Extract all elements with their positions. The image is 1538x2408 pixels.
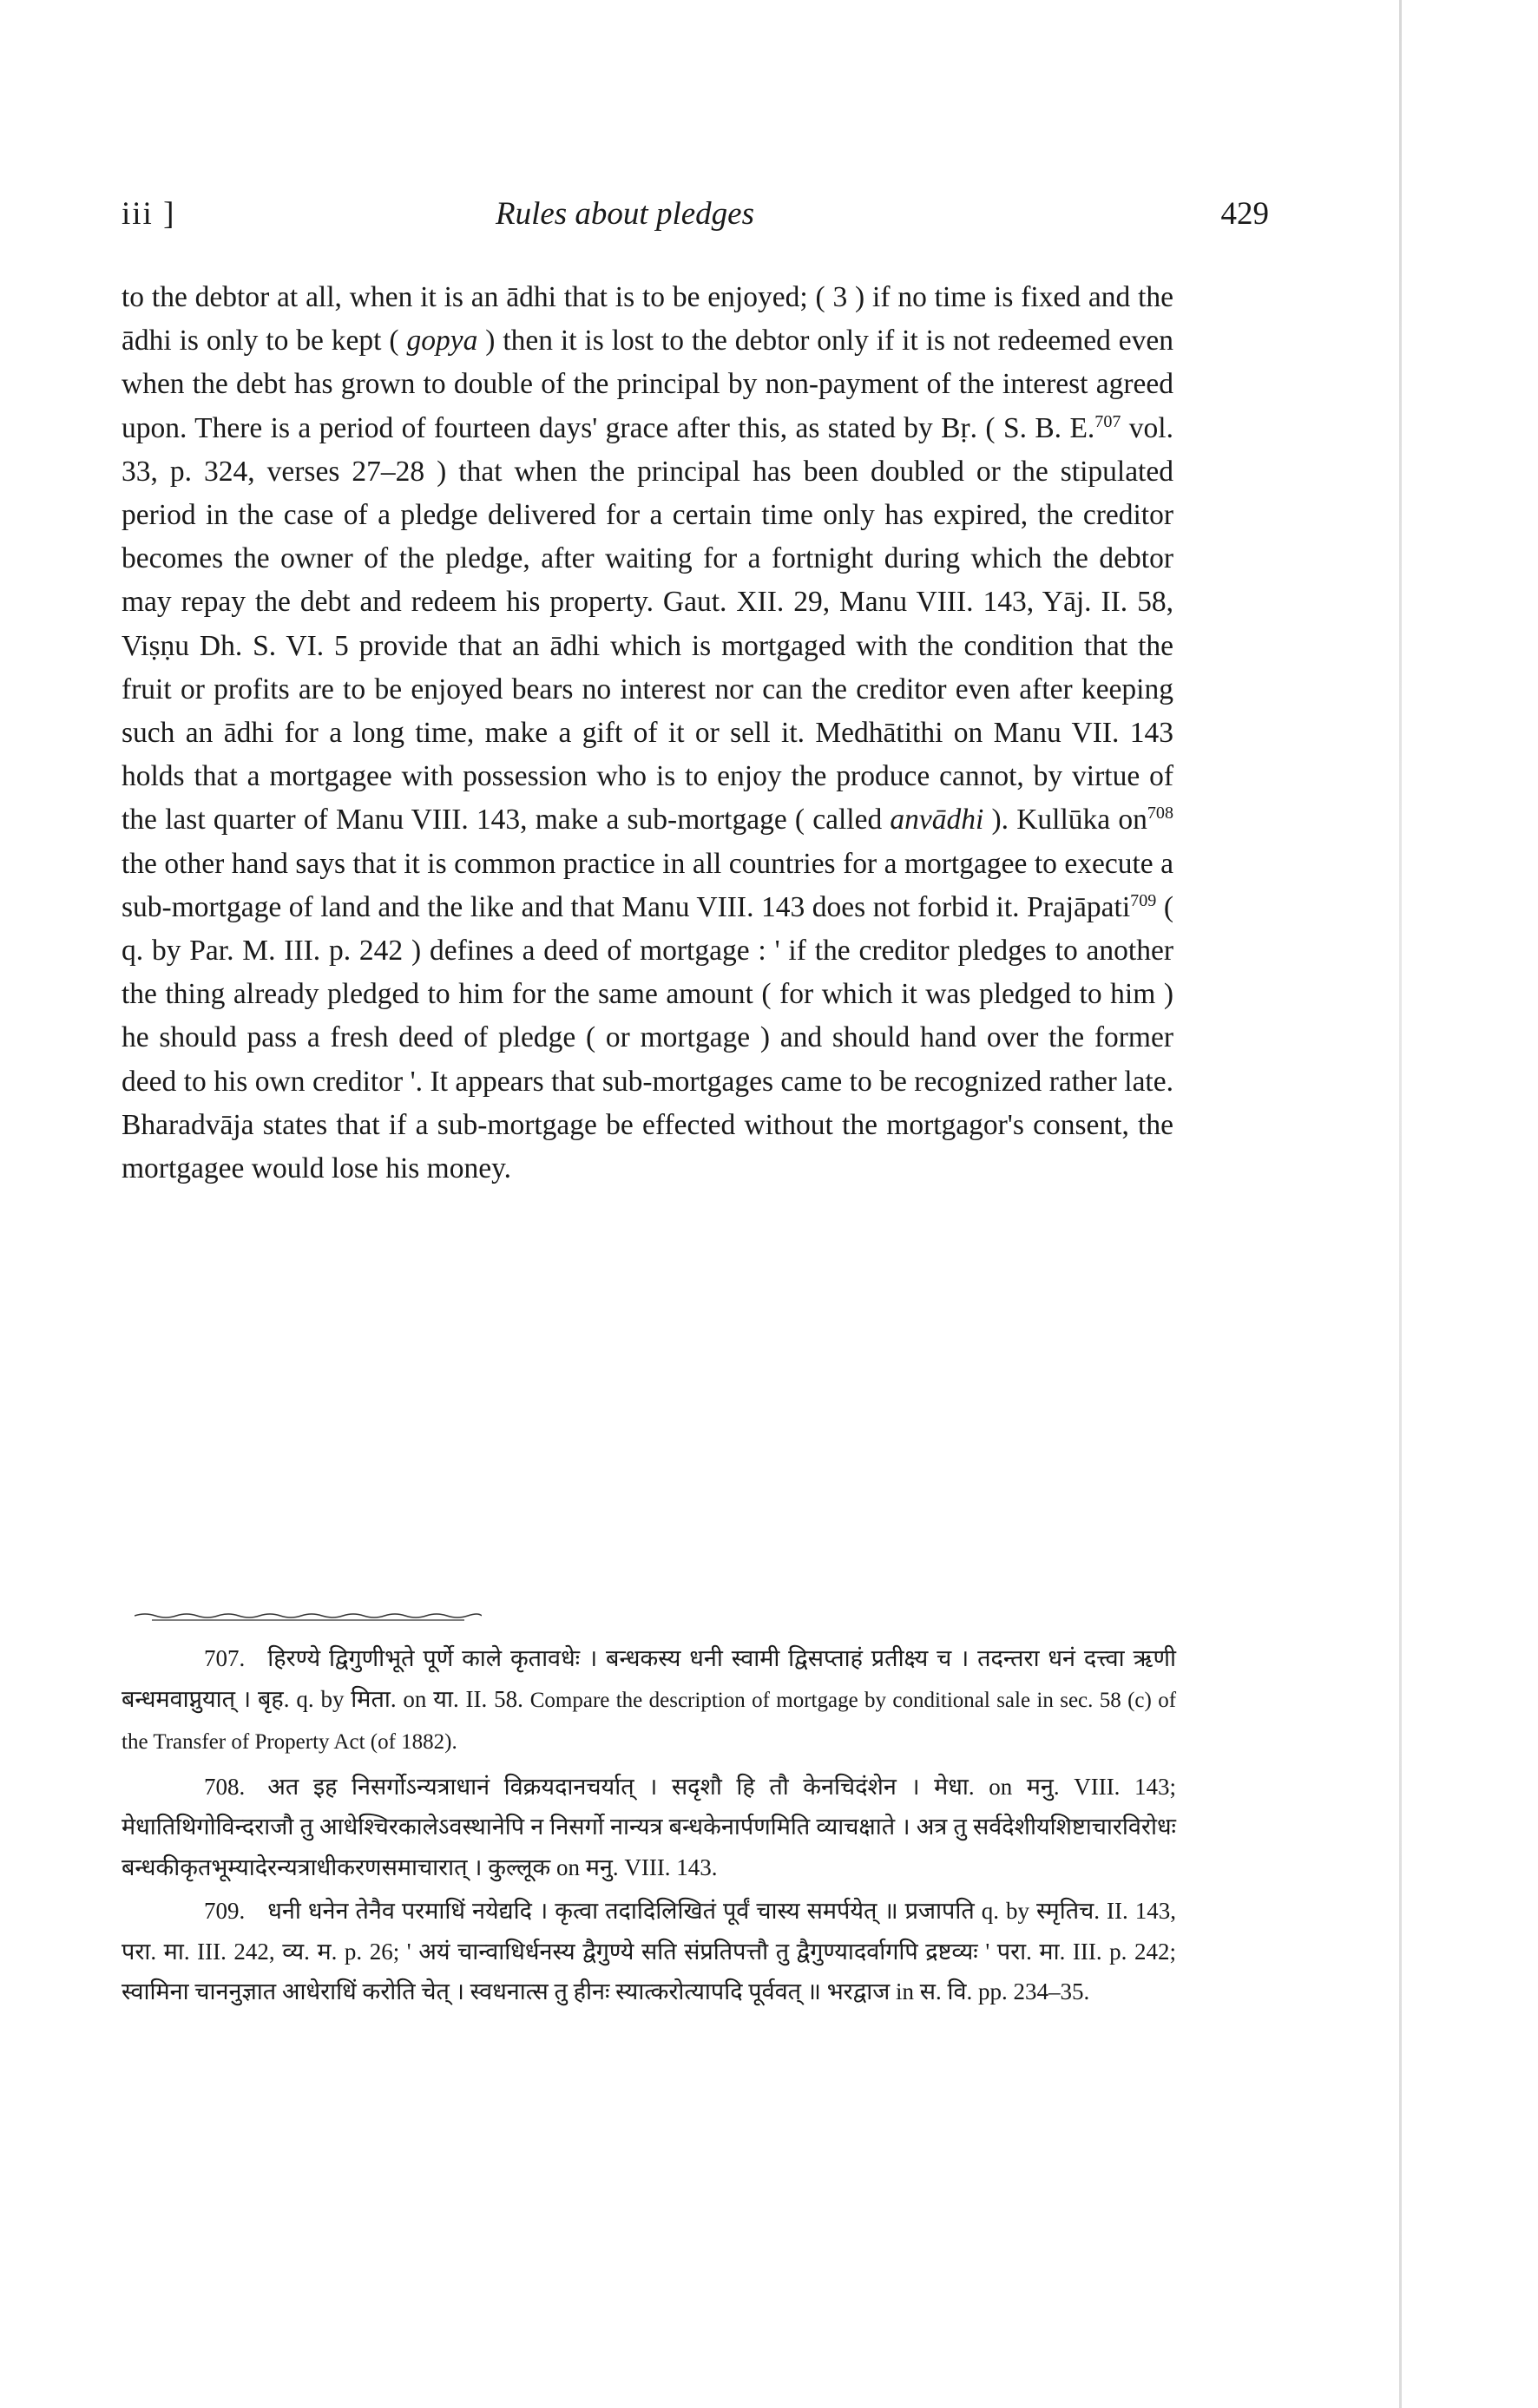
main-text: [122, 276, 1173, 1191]
page-edge-line: [1399, 0, 1402, 2408]
text-run: the other hand says that it is common practice in all countries for a mortgagee to execute a sub-mortgage of land and the like and that Manu VIII. 143 does not forbid it. Prajāpati: [122, 847, 1173, 923]
footnote-ref-709[interactable]: 709: [1130, 890, 1157, 910]
footnote-text: धनी धनेन तेनैव परमाधिं नयेद्यदि । कृत्वा तदादिलिखितं पूर्वं चास्य समर्पयेत् ॥ प्रजापति q. by स्मृतिच. II. 143, परा. मा. III. 242, व्य. म. p. 26; ' अयं चान्वाधिर्धनस्य द्वैगुण्ये सति संप्रतिपत्तौ तु द्वैगुण्यादर्वागपि द्रष्टव्यः ' परा. मा. III. p. 242; स्वामिना चाननुज्ञात आधेराधिं करोति चेत् । स्वधनात्स तु हीनः स्यात्करोत्यापदि पूर्ववत् ॥ भरद्वाज in स. वि. pp. 234–35.: [122, 1898, 1176, 2004]
footnote-rule: [135, 1612, 482, 1623]
footnote-707: [122, 1638, 1176, 1763]
text-run: vol. 33, p. 324, verses 27–28 ) that when the principal has been doubled or the stipulated period in the case of a pledge delivered for a certain time only has expired, the creditor becomes the owner of the pledge, after waiting for a fortnight during which the debtor may repay the debt and redeem his property. Gaut. XII. 29, Manu VIII. 143, Yāj. II. 58, Viṣṇu Dh. S. VI. 5 provide that an ādhi which is mortgaged with the condition that the fruit or profits are to be enjoyed bears no interest nor can the creditor even after keeping such an ādhi for a long time, make a gift of it or sell it. Medhātithi on Manu VII. 143 holds that a mortgagee with possession who is to enjoy the produce cannot, by virtue of the last quarter of Manu VIII. 143, make a sub-mortgage ( called: [122, 411, 1173, 837]
term-gopya: gopya: [406, 325, 478, 358]
text-run: ) then it is lost to the debtor only if it is not redeemed even when the debt has grown to double of the principal by non-payment of the interest agreed upon. There is a period of fourteen days' grace after this, as stated by Bṛ. ( S. B. E.: [122, 325, 1173, 444]
text-run: to the debtor at all, when it is an ādhi that is to be enjoyed; ( 3 ) if no time is fixed and the ādhi is only to be kept (: [122, 281, 1173, 358]
footnote-number: 708.: [204, 1773, 246, 1800]
section-marker: iii ]: [122, 196, 176, 232]
page-number: 429: [1220, 196, 1269, 232]
body-paragraph: [122, 276, 1173, 1191]
footnote-709: [122, 1891, 1176, 2012]
footnote-number: 707.: [204, 1645, 246, 1671]
running-header: [122, 195, 1267, 247]
footnotes: [122, 1638, 1176, 2016]
text-run: ). Kullūka on: [983, 804, 1147, 837]
footnote-note: Compare the description of mortgage by conditional sale in sec. 58 (c) of the Transfer of Property Act (of 1882).: [122, 1688, 1177, 1754]
footnote-text: अत इह निसर्गोऽन्यत्राधानं विक्रयदानचर्यात् । सदृशौ हि तौ केनचिदंशेन । मेधा. on मनु. VIII. 143; मेधातिथिगोविन्दराजौ तु आधेश्चिरकालेऽवस्थानेपि न निसर्गो नान्यत्र बन्धकेनार्पणमिति व्याचक्षाते । अत्र तु सर्वदेशीयशिष्टाचारविरोधः बन्धकीकृतभूम्यादेरन्यत्राधीकरणसमाचारात् । कुल्लूक on मनु. VIII. 143.: [122, 1773, 1176, 1880]
footnote-number: 709.: [204, 1898, 246, 1924]
footnote-ref-707[interactable]: 707: [1094, 411, 1121, 431]
footnote-text: हिरण्ये द्विगुणीभूते पूर्णे काले कृतावधेः । बन्धकस्य धनी स्वामी द्विसप्ताहं प्रतीक्ष्य च । तदन्तरा धनं दत्त्वा ऋणी बन्धमवाप्नुयात् । बृह. q. by मिता. on या. II. 58.: [122, 1645, 1176, 1712]
term-anvadhi: anvādhi: [890, 804, 984, 837]
footnote-ref-708[interactable]: 708: [1147, 804, 1173, 823]
footnote-708: [122, 1767, 1176, 1888]
text-run: ( q. by Par. M. III. p. 242 ) defines a deed of mortgage : ' if the creditor pledges to another the thing already pledged to him for the same amount ( for which it was pledged to him ) he should pass a fresh deed of pledge ( or mortgage ) and should hand over the former deed to his own creditor '. It appears that sub-mortgages came to be recognized rather late. Bharadvāja states that if a sub-mortgage be effected without the mortgagor's consent, the mortgagee would lose his money.: [122, 890, 1174, 1185]
running-title: Rules about pledges: [495, 196, 754, 232]
